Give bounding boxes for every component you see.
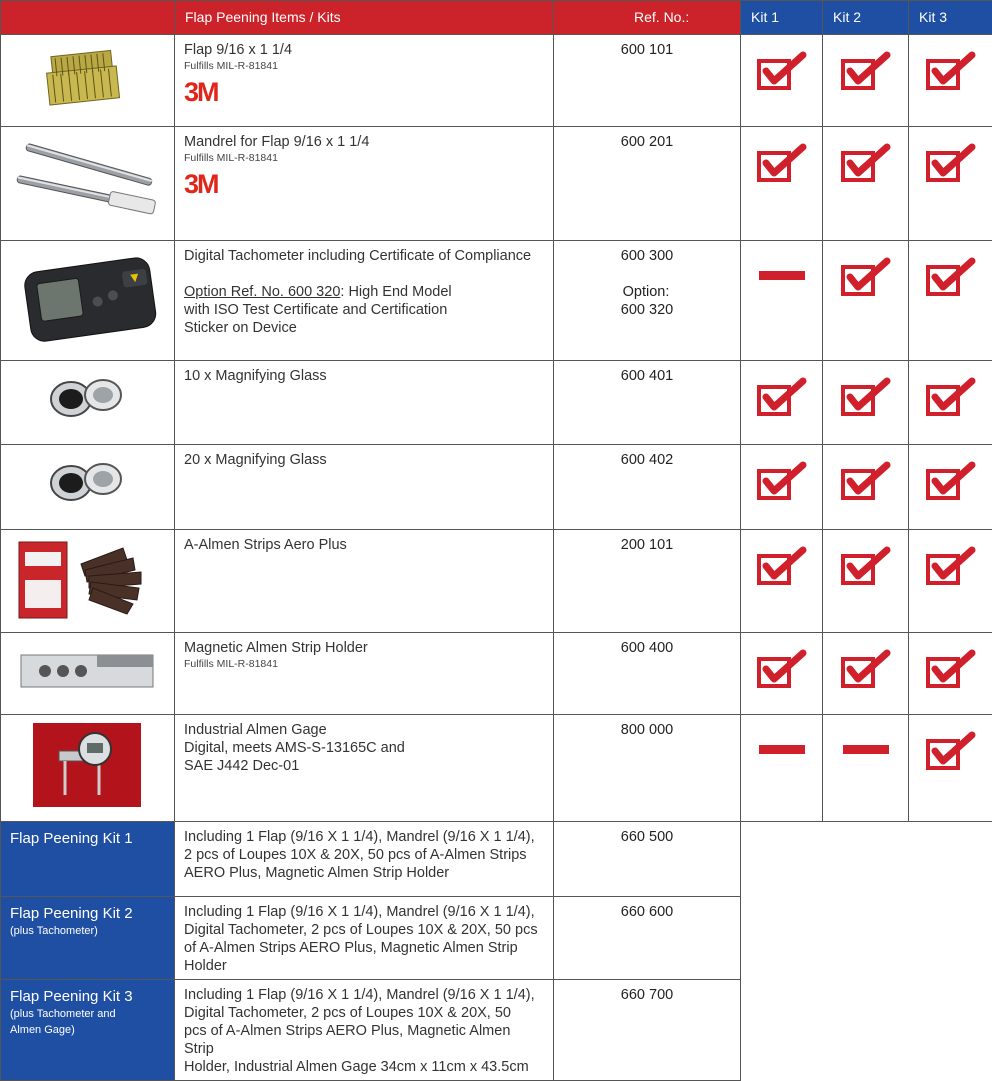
tachometer-ref-cell — [554, 241, 741, 361]
tachometer-option-desc: : High End Model — [340, 284, 451, 300]
almen-strips-kit1 — [741, 530, 823, 633]
kit2-line2: Digital Tachometer, 2 pcs of Loupes 10X & 20X, 50 pcs — [184, 922, 538, 938]
strip-holder-kit3 — [909, 633, 992, 715]
strip-holder-description — [175, 633, 554, 715]
kit3-description — [175, 980, 554, 1081]
item-row-strip-holder — [1, 633, 992, 715]
kit3-ref: 660 700 — [554, 986, 740, 1004]
flap-spec: Fulfills MIL-R-81841 — [184, 59, 543, 73]
almen-strips-title: A-Almen Strips Aero Plus — [184, 537, 347, 553]
kit2-name: Flap Peening Kit 2 — [10, 905, 133, 922]
check-icon — [840, 51, 892, 96]
glass10-kit3 — [909, 361, 992, 445]
mandrel-kit1 — [741, 127, 823, 241]
item-row-flap — [1, 35, 992, 127]
kit1-description — [175, 822, 554, 897]
tachometer-image — [1, 241, 175, 361]
check-icon — [840, 546, 892, 591]
kit1-ref: 660 500 — [554, 828, 740, 846]
flap-kit1 — [741, 35, 823, 127]
kit1-name-cell — [1, 822, 175, 897]
flap-ref-cell — [554, 35, 741, 127]
tachometer-ref-option: 600 320 — [554, 301, 740, 319]
kit1-line3: AERO Plus, Magnetic Almen Strip Holder — [184, 865, 449, 881]
item-row-tachometer — [1, 241, 992, 361]
kit1-line2: 2 pcs of Loupes 10X & 20X, 50 pcs of A-Almen Strips — [184, 847, 527, 863]
strip-holder-image — [1, 633, 175, 715]
mandrel-ref: 600 201 — [554, 133, 740, 151]
header-items-cell — [175, 1, 554, 35]
check-icon — [925, 377, 977, 422]
svg-text:3M: 3M — [184, 77, 218, 105]
check-icon — [756, 143, 808, 188]
almen-strips-kit2 — [823, 530, 909, 633]
item-row-mandrel — [1, 127, 992, 241]
tachometer-kit1 — [741, 241, 823, 361]
check-icon — [756, 649, 808, 694]
tachometer-option-line2: with ISO Test Certificate and Certification — [184, 302, 447, 318]
glass10-ref-cell — [554, 361, 741, 445]
item-row-almen-strips — [1, 530, 992, 633]
almen-gage-kit1 — [741, 715, 823, 822]
check-icon — [756, 51, 808, 96]
check-icon — [840, 143, 892, 188]
almen-strips-kit3 — [909, 530, 992, 633]
header-kit2-cell — [823, 1, 909, 35]
almen-gage-title: Industrial Almen Gage — [184, 722, 327, 738]
kit3-name: Flap Peening Kit 3 — [10, 988, 133, 1005]
almen-gage-line2: Digital, meets AMS-S-13165C and — [184, 740, 405, 756]
flap-image — [1, 35, 175, 127]
mandrel-kit3 — [909, 127, 992, 241]
almen-strips-image — [1, 530, 175, 633]
mandrel-description — [175, 127, 554, 241]
3m-logo-icon — [184, 169, 234, 197]
kit2-line3: of A-Almen Strips AERO Plus, Magnetic Almen Strip Holder — [184, 940, 518, 974]
mandrel-image — [1, 127, 175, 241]
empty-area — [741, 822, 992, 1081]
kit3-ref-cell — [554, 980, 741, 1081]
glass10-kit1 — [741, 361, 823, 445]
check-icon — [840, 649, 892, 694]
mandrel-spec: Fulfills MIL-R-81841 — [184, 151, 543, 165]
3m-logo-icon — [184, 77, 234, 105]
check-icon — [840, 257, 892, 302]
kit3-line4: Holder, Industrial Almen Gage 34cm x 11cm x 43.5cm — [184, 1059, 529, 1075]
almen-gage-line3: SAE J442 Dec-01 — [184, 758, 299, 774]
flap-kit3 — [909, 35, 992, 127]
header-kit1-label: Kit 1 — [741, 1, 822, 25]
check-icon — [925, 461, 977, 506]
check-icon — [756, 546, 808, 591]
tachometer-option-line3: Sticker on Device — [184, 320, 297, 336]
glass20-ref: 600 402 — [554, 451, 740, 469]
kit3-line3: pcs of A-Almen Strips AERO Plus, Magnetic Almen Strip — [184, 1023, 510, 1057]
glass10-description — [175, 361, 554, 445]
strip-holder-kit1 — [741, 633, 823, 715]
kit-row-1 — [1, 822, 992, 897]
kit2-sub: (plus Tachometer) — [10, 923, 174, 939]
kit1-name: Flap Peening Kit 1 — [10, 830, 133, 847]
header-kit2-label: Kit 2 — [823, 1, 908, 25]
mandrel-ref-cell — [554, 127, 741, 241]
glass10-image — [1, 361, 175, 445]
almen-strips-ref-cell — [554, 530, 741, 633]
kit3-sub2: Almen Gage) — [10, 1022, 174, 1038]
check-icon — [756, 461, 808, 506]
kit2-ref-cell — [554, 897, 741, 980]
item-row-glass20 — [1, 445, 992, 530]
check-icon — [925, 257, 977, 302]
header-kit1-cell — [741, 1, 823, 35]
glass20-kit2 — [823, 445, 909, 530]
check-icon — [840, 461, 892, 506]
item-row-almen-gage — [1, 715, 992, 822]
glass20-description — [175, 445, 554, 530]
mandrel-title: Mandrel for Flap 9/16 x 1 1/4 — [184, 134, 369, 150]
strip-holder-title: Magnetic Almen Strip Holder — [184, 640, 368, 656]
tachometer-option-link[interactable]: Option Ref. No. 600 320 — [184, 284, 340, 300]
glass10-title: 10 x Magnifying Glass — [184, 368, 327, 384]
glass20-title: 20 x Magnifying Glass — [184, 452, 327, 468]
check-icon — [925, 143, 977, 188]
svg-text:3M: 3M — [184, 169, 218, 197]
tachometer-ref-option-label: Option: — [554, 283, 738, 301]
tachometer-ref: 600 300 — [554, 247, 740, 265]
tachometer-kit2 — [823, 241, 909, 361]
check-icon — [925, 51, 977, 96]
check-icon — [756, 377, 808, 422]
almen-gage-kit3 — [909, 715, 992, 822]
check-icon — [840, 377, 892, 422]
check-icon — [925, 731, 977, 776]
glass10-ref: 600 401 — [554, 367, 740, 385]
dash-icon — [843, 745, 889, 754]
glass20-ref-cell — [554, 445, 741, 530]
strip-holder-ref-cell — [554, 633, 741, 715]
flap-description — [175, 35, 554, 127]
header-ref-cell — [554, 1, 741, 35]
flap-title: Flap 9/16 x 1 1/4 — [184, 42, 292, 58]
dash-icon — [759, 745, 805, 754]
strip-holder-spec: Fulfills MIL-R-81841 — [184, 657, 543, 671]
almen-gage-image — [1, 715, 175, 822]
check-icon — [925, 546, 977, 591]
tachometer-description — [175, 241, 554, 361]
kit2-ref: 660 600 — [554, 903, 740, 921]
item-row-glass10 — [1, 361, 992, 445]
glass20-image — [1, 445, 175, 530]
glass10-kit2 — [823, 361, 909, 445]
almen-strips-ref: 200 101 — [554, 536, 740, 554]
almen-strips-description — [175, 530, 554, 633]
header-image-cell — [1, 1, 175, 35]
tachometer-kit3 — [909, 241, 992, 361]
glass20-kit3 — [909, 445, 992, 530]
dash-icon — [759, 271, 805, 280]
kit1-ref-cell — [554, 822, 741, 897]
flap-ref: 600 101 — [554, 41, 740, 59]
strip-holder-ref: 600 400 — [554, 639, 740, 657]
header-row — [1, 1, 992, 35]
almen-gage-kit2 — [823, 715, 909, 822]
flap-kit2 — [823, 35, 909, 127]
header-kit3-label: Kit 3 — [909, 1, 992, 25]
header-kit3-cell — [909, 1, 992, 35]
kit2-line1: Including 1 Flap (9/16 X 1 1/4), Mandrel (9/16 X 1 1/4), — [184, 904, 535, 920]
kit3-line1: Including 1 Flap (9/16 X 1 1/4), Mandrel (9/16 X 1 1/4), — [184, 987, 535, 1003]
almen-gage-ref-cell — [554, 715, 741, 822]
kit1-line1: Including 1 Flap (9/16 X 1 1/4), Mandrel (9/16 X 1 1/4), — [184, 829, 535, 845]
header-items-label: Flap Peening Items / Kits — [175, 1, 553, 25]
kit3-line2: Digital Tachometer, 2 pcs of Loupes 10X & 20X, 50 — [184, 1005, 511, 1021]
kit3-sub: (plus Tachometer and — [10, 1006, 174, 1022]
glass20-kit1 — [741, 445, 823, 530]
almen-gage-description — [175, 715, 554, 822]
tachometer-title: Digital Tachometer including Certificate of Compliance — [184, 248, 531, 264]
check-icon — [925, 649, 977, 694]
strip-holder-kit2 — [823, 633, 909, 715]
kit3-name-cell — [1, 980, 175, 1081]
kit2-description — [175, 897, 554, 980]
kit2-name-cell — [1, 897, 175, 980]
almen-gage-ref: 800 000 — [554, 721, 740, 739]
mandrel-kit2 — [823, 127, 909, 241]
header-ref-label: Ref. No.: — [554, 1, 740, 25]
